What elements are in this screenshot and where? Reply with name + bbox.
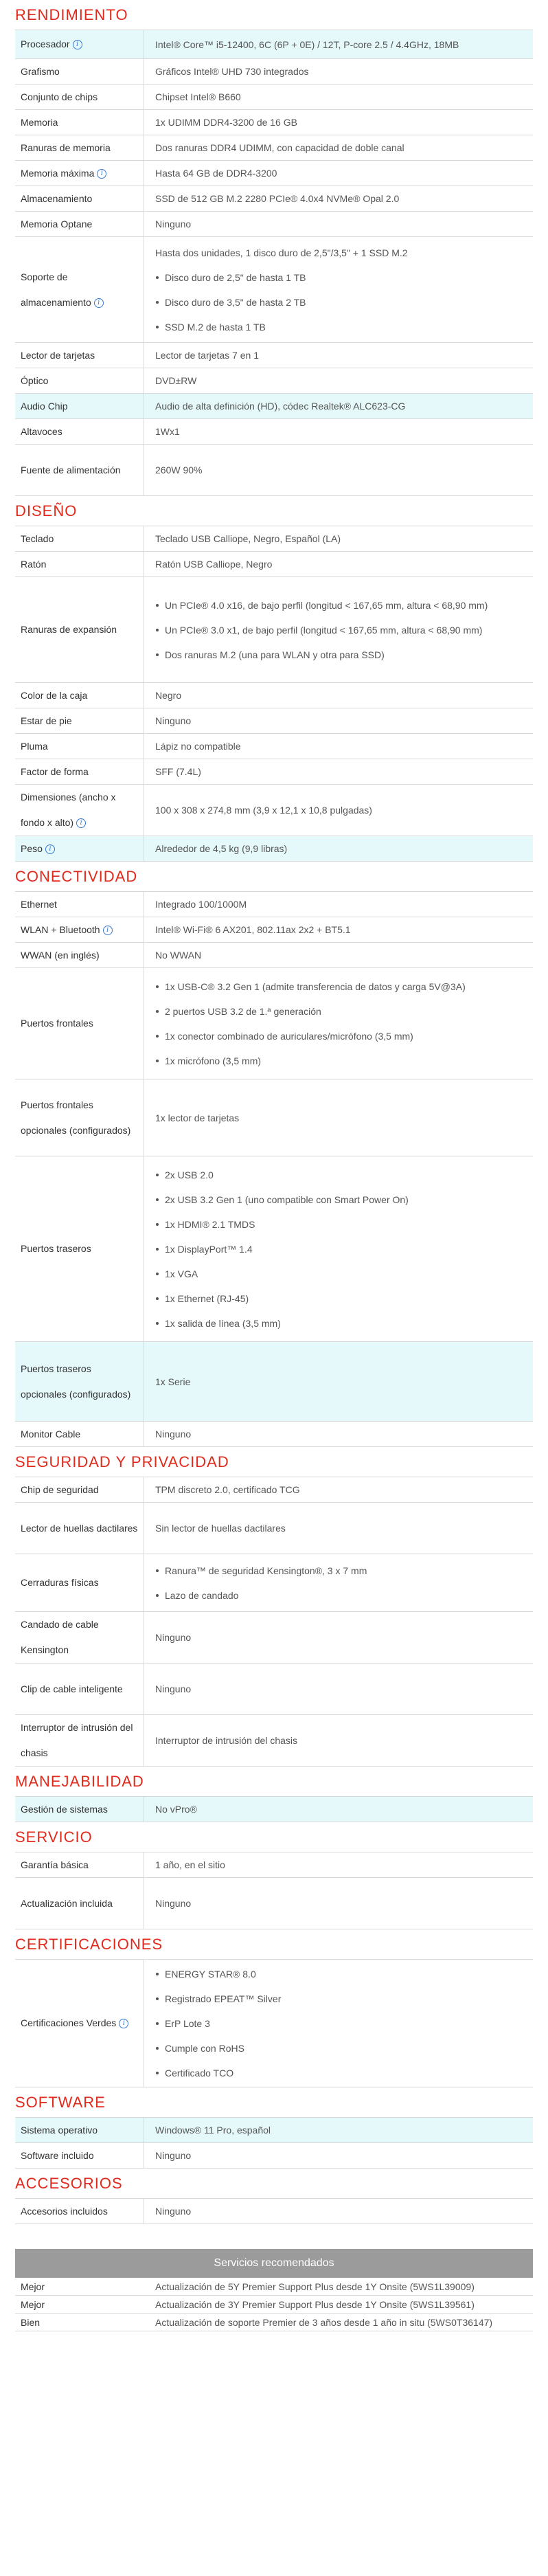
spec-label (15, 708, 144, 733)
spec-label (15, 394, 144, 418)
spec-label-text: Monitor Cable (21, 1428, 81, 1440)
spec-label (15, 785, 144, 836)
spec-row-garantia-basica (15, 1852, 533, 1878)
spec-label (15, 368, 144, 393)
section-title-conectividad: CONECTIVIDAD (15, 862, 533, 892)
spec-label-text: Puertos frontales opcionales (configurados) (21, 1099, 131, 1136)
spec-row-accesorios-incluidos (15, 2199, 533, 2224)
spec-value-item: 2 puertos USB 3.2 de 1.ª generación (155, 999, 466, 1024)
spec-row-dimensiones-ancho-x-fondo-x-alto (15, 785, 533, 836)
spec-row-software-incluido (15, 2143, 533, 2169)
spec-value-text: Ninguno (155, 219, 192, 229)
spec-value (144, 1477, 533, 1502)
spec-label-text: Teclado (21, 533, 54, 544)
spec-row-raton (15, 552, 533, 577)
recommended-services (15, 2249, 533, 2331)
spec-value-text: Ninguno (155, 2150, 192, 2161)
spec-row-puertos-frontales-opcionales-configurados (15, 1079, 533, 1156)
spec-row-puertos-traseros-opcionales-configurados (15, 1342, 533, 1422)
spec-row-grafismo (15, 59, 533, 85)
spec-label (15, 577, 144, 682)
spec-value-text: SSD de 512 GB M.2 2280 PCIe® 4.0x4 NVMe® Opal 2.0 (155, 193, 400, 204)
spec-value (144, 1503, 533, 1554)
spec-value-text: 1 año, en el sitio (155, 1859, 225, 1870)
spec-label-text: Altavoces (21, 425, 62, 437)
spec-row-fuente-de-alimentacion (15, 445, 533, 496)
spec-label-text: Conjunto de chips (21, 91, 98, 102)
spec-row-factor-de-forma (15, 759, 533, 785)
spec-label-text: Ranuras de memoria (21, 142, 111, 153)
spec-value (144, 968, 533, 1079)
spec-label (15, 161, 144, 186)
spec-value (144, 1878, 533, 1929)
spec-label (15, 968, 144, 1079)
spec-row-conjunto-de-chips (15, 85, 533, 110)
spec-label-text: Accesorios incluidos (21, 2205, 108, 2217)
spec-value (144, 445, 533, 495)
spec-value (144, 212, 533, 236)
spec-value-item: 2x USB 3.2 Gen 1 (uno compatible con Smart Power On) (155, 1187, 409, 1212)
spec-row-ranuras-de-expansion (15, 577, 533, 683)
spec-label-text: Lector de huellas dactilares (21, 1522, 138, 1534)
spec-value-item: Ranura™ de seguridad Kensington®, 3 x 7 mm (155, 1558, 367, 1583)
spec-label-text: Fuente de alimentación (21, 464, 121, 475)
spec-value (144, 237, 533, 342)
spec-value (144, 1422, 533, 1446)
spec-value-text: 1x Serie (155, 1376, 191, 1387)
spec-value (144, 734, 533, 759)
spec-value-text: Negro (155, 690, 182, 701)
spec-row-estar-de-pie (15, 708, 533, 734)
spec-label-text: Ratón (21, 558, 47, 570)
spec-value-text: 1x UDIMM DDR4-3200 de 16 GB (155, 117, 297, 128)
spec-row-interruptor-de-intrusion-del-chasis (15, 1715, 533, 1767)
spec-value-item: 1x VGA (155, 1262, 409, 1286)
services-list (15, 2278, 533, 2331)
spec-value (144, 552, 533, 576)
section-title-seguridad-y-privacidad: SEGURIDAD Y PRIVACIDAD (15, 1447, 533, 1477)
spec-label (15, 1554, 144, 1611)
spec-value-item: 2x USB 2.0 (155, 1163, 409, 1187)
section-title-manejabilidad: MANEJABILIDAD (15, 1767, 533, 1797)
section-title-rendimiento: RENDIMIENTO (15, 0, 533, 30)
service-row (15, 2278, 533, 2296)
spec-label (15, 1422, 144, 1446)
spec-value-item: Disco duro de 2,5" de hasta 1 TB (155, 265, 408, 290)
spec-value-item: Un PCIe® 3.0 x1, de bajo perfil (longitud < 167,65 mm, altura < 68,90 mm) (155, 618, 488, 642)
spec-label (15, 212, 144, 236)
spec-row-wwan-en-ingles (15, 943, 533, 968)
spec-label (15, 1477, 144, 1502)
spec-value-item: 1x micrófono (3,5 mm) (155, 1049, 466, 1073)
spec-label-text: Audio Chip (21, 400, 68, 412)
spec-row-clip-de-cable-inteligente (15, 1664, 533, 1715)
spec-value-item: Certificado TCO (155, 2061, 281, 2085)
spec-label (15, 30, 144, 58)
spec-value-text: Intel® Wi-Fi® 6 AX201, 802.11ax 2x2 + BT5.1 (155, 924, 351, 935)
info-icon[interactable]: i (97, 169, 106, 179)
spec-label (15, 343, 144, 368)
spec-value-item: Cumple con RoHS (155, 2036, 281, 2061)
spec-row-monitor-cable (15, 1422, 533, 1447)
spec-value (144, 1156, 533, 1341)
spec-label (15, 552, 144, 576)
spec-sections (15, 0, 533, 2224)
spec-value (144, 1612, 533, 1663)
spec-value (144, 1852, 533, 1877)
section-title-certificaciones: CERTIFICACIONES (15, 1929, 533, 1960)
spec-value (144, 2143, 533, 2168)
spec-value-text: TPM discreto 2.0, certificado TCG (155, 1484, 300, 1495)
spec-value-text: Ninguno (155, 1632, 192, 1643)
spec-label-text: Cerraduras físicas (21, 1577, 99, 1588)
spec-row-color-de-la-caja (15, 683, 533, 708)
spec-value (144, 526, 533, 551)
section-title-accesorios: ACCESORIOS (15, 2169, 533, 2199)
spec-label-text: Puertos traseros opcionales (configurados) (21, 1363, 131, 1400)
spec-label-text: Candado de cable Kensington (21, 1619, 99, 1655)
spec-label-text: Memoria (21, 116, 58, 128)
spec-row-puertos-traseros (15, 1156, 533, 1342)
spec-value-text: 1Wx1 (155, 426, 180, 437)
spec-label (15, 237, 144, 342)
spec-row-sistema-operativo (15, 2118, 533, 2143)
spec-row-almacenamiento (15, 186, 533, 212)
spec-label-text: Memoria máxima (21, 167, 95, 179)
spec-row-cerraduras-fisicas (15, 1554, 533, 1612)
info-icon[interactable]: i (119, 2019, 128, 2028)
spec-row-candado-de-cable-kensington (15, 1612, 533, 1664)
spec-label (15, 1960, 144, 2087)
spec-label-text: Estar de pie (21, 715, 72, 726)
spec-value-text: Ninguno (155, 2206, 192, 2217)
spec-label (15, 1612, 144, 1663)
spec-value-text: Ratón USB Calliope, Negro (155, 559, 273, 570)
spec-value (144, 1664, 533, 1714)
spec-value (144, 2199, 533, 2224)
spec-value (144, 186, 533, 211)
spec-row-teclado (15, 526, 533, 552)
spec-row-soporte-de-almacenamiento (15, 237, 533, 343)
info-icon[interactable]: i (73, 40, 82, 49)
spec-value (144, 1715, 533, 1766)
spec-label (15, 2143, 144, 2168)
spec-label (15, 110, 144, 135)
spec-value-text: Integrado 100/1000M (155, 899, 247, 910)
spec-row-puertos-frontales (15, 968, 533, 1079)
spec-label-text: Interruptor de intrusión del chasis (21, 1722, 133, 1758)
spec-value-text: Alrededor de 4,5 kg (9,9 libras) (155, 843, 288, 854)
spec-value (144, 59, 533, 84)
spec-value-item: Lazo de candado (155, 1583, 367, 1608)
spec-label-text: Ethernet (21, 898, 57, 910)
spec-label-text: Actualización incluida (21, 1897, 113, 1909)
spec-value (144, 836, 533, 861)
spec-value (144, 577, 533, 682)
spec-value (144, 368, 533, 393)
spec-label (15, 2118, 144, 2142)
spec-label-text: Chip de seguridad (21, 1483, 99, 1495)
spec-value-item: ErP Lote 3 (155, 2011, 281, 2036)
spec-label (15, 186, 144, 211)
spec-label (15, 734, 144, 759)
spec-label-text: Soporte de almacenamiento (21, 271, 91, 308)
spec-value-text: Ninguno (155, 1898, 192, 1909)
spec-label-text: Sistema operativo (21, 2124, 98, 2136)
spec-row-altavoces (15, 419, 533, 445)
spec-row-procesador (15, 30, 533, 59)
spec-value (144, 343, 533, 368)
spec-row-pluma (15, 734, 533, 759)
spec-value-text: No WWAN (155, 950, 202, 961)
spec-label (15, 943, 144, 967)
spec-label-text: Puertos traseros (21, 1243, 91, 1254)
spec-row-lector-de-tarjetas (15, 343, 533, 368)
spec-value-item: 1x USB-C® 3.2 Gen 1 (admite transferencia de datos y carga 5V@3A) (155, 974, 466, 999)
spec-label-text: WWAN (en inglés) (21, 949, 100, 961)
info-icon[interactable]: i (76, 818, 86, 828)
info-icon[interactable]: i (103, 926, 113, 935)
spec-value (144, 85, 533, 109)
spec-label-text: Grafismo (21, 65, 60, 77)
spec-value-text: Ninguno (155, 1683, 192, 1694)
spec-value (144, 30, 533, 58)
spec-label (15, 526, 144, 551)
spec-row-gestion-de-sistemas (15, 1797, 533, 1822)
spec-row-memoria-maxima (15, 161, 533, 186)
section-title-diseno: DISEÑO (15, 496, 533, 526)
spec-value (144, 161, 533, 186)
spec-value (144, 785, 533, 836)
spec-row-memoria (15, 110, 533, 135)
spec-label (15, 1878, 144, 1929)
spec-value (144, 1960, 533, 2087)
service-description: Actualización de soporte Premier de 3 años desde 1 año in situ (5WS0T36147) (155, 2316, 493, 2328)
spec-value (144, 943, 533, 967)
spec-label-text: Clip de cable inteligente (21, 1683, 123, 1694)
service-tier: Mejor (21, 2281, 45, 2292)
section-title-servicio: SERVICIO (15, 1822, 533, 1852)
service-tier: Mejor (21, 2298, 45, 2310)
spec-value (144, 394, 533, 418)
spec-value-item: ENERGY STAR® 8.0 (155, 1962, 281, 1986)
spec-value-item: 1x conector combinado de auriculares/micrófono (3,5 mm) (155, 1024, 466, 1049)
spec-value (144, 917, 533, 942)
services-header: Servicios recomendados (15, 2249, 533, 2278)
info-icon[interactable]: i (45, 844, 55, 854)
spec-label-text: Puertos frontales (21, 1018, 93, 1029)
spec-value-text: Audio de alta definición (HD), códec Realtek® ALC623-CG (155, 401, 406, 412)
spec-row-wlan-bluetooth (15, 917, 533, 943)
spec-row-peso (15, 836, 533, 862)
spec-label-text: Factor de forma (21, 765, 89, 777)
spec-label-text: Procesador (21, 38, 70, 49)
spec-row-certificaciones-verdes (15, 1960, 533, 2087)
spec-label-text: Color de la caja (21, 689, 88, 701)
spec-value-text: Lector de tarjetas 7 en 1 (155, 350, 259, 361)
spec-label (15, 2199, 144, 2224)
spec-value-text: Windows® 11 Pro, español (155, 2125, 271, 2136)
spec-row-ranuras-de-memoria (15, 135, 533, 161)
spec-value (144, 683, 533, 708)
spec-value (144, 2118, 533, 2142)
spec-value (144, 1079, 533, 1156)
spec-label-text: Gestión de sistemas (21, 1803, 108, 1815)
section-title-software: SOFTWARE (15, 2087, 533, 2118)
spec-row-audio-chip (15, 394, 533, 419)
spec-label (15, 1342, 144, 1421)
spec-label (15, 759, 144, 784)
service-row (15, 2314, 533, 2331)
spec-label (15, 1797, 144, 1822)
spec-value-text: Gráficos Intel® UHD 730 integrados (155, 66, 309, 77)
service-description: Actualización de 5Y Premier Support Plus desde 1Y Onsite (5WS1L39009) (155, 2281, 475, 2292)
spec-value-text: 260W 90% (155, 464, 203, 475)
spec-label (15, 917, 144, 942)
spec-value-text: SFF (7.4L) (155, 766, 201, 777)
spec-value (144, 1797, 533, 1822)
spec-value-text: Ninguno (155, 715, 192, 726)
spec-label (15, 85, 144, 109)
spec-value (144, 419, 533, 444)
spec-label (15, 683, 144, 708)
spec-value (144, 759, 533, 784)
spec-value (144, 135, 533, 160)
spec-label (15, 59, 144, 84)
spec-label (15, 135, 144, 160)
spec-label (15, 1156, 144, 1341)
spec-label-text: Software incluido (21, 2149, 94, 2161)
spec-value-item: 1x HDMI® 2.1 TMDS (155, 1212, 409, 1237)
spec-value-item: Registrado EPEAT™ Silver (155, 1986, 281, 2011)
spec-label (15, 1503, 144, 1554)
spec-value-text: Interruptor de intrusión del chasis (155, 1735, 297, 1746)
spec-label-text: Dimensiones (ancho x fondo x alto) (21, 792, 116, 828)
spec-value-text: Dos ranuras DDR4 UDIMM, con capacidad de doble canal (155, 142, 404, 153)
spec-value (144, 1554, 533, 1611)
spec-value-text: 1x lector de tarjetas (155, 1112, 240, 1123)
spec-value-text: Intel® Core™ i5-12400, 6C (6P + 0E) / 12T, P-core 2.5 / 4.4GHz, 18MB (155, 38, 459, 50)
spec-label-text: Garantía básica (21, 1859, 89, 1870)
spec-label-text: Pluma (21, 740, 48, 752)
spec-value-text: Teclado USB Calliope, Negro, Español (LA) (155, 533, 341, 544)
spec-label (15, 419, 144, 444)
spec-label (15, 1852, 144, 1877)
spec-value-item: Dos ranuras M.2 (una para WLAN y otra para SSD) (155, 642, 488, 667)
spec-label (15, 892, 144, 917)
service-tier: Bien (21, 2316, 41, 2328)
spec-value-item: 1x salida de línea (3,5 mm) (155, 1311, 409, 1336)
spec-row-actualizacion-incluida (15, 1878, 533, 1929)
spec-label-text: Ranuras de expansión (21, 624, 117, 635)
spec-value-text: Hasta 64 GB de DDR4-3200 (155, 168, 277, 179)
spec-label (15, 1079, 144, 1156)
spec-value-item: 1x Ethernet (RJ-45) (155, 1286, 409, 1311)
spec-label-text: Peso (21, 842, 43, 854)
spec-value-text: No vPro® (155, 1804, 197, 1815)
spec-value (144, 708, 533, 733)
info-icon[interactable]: i (94, 298, 104, 308)
spec-label (15, 1664, 144, 1714)
spec-label-text: Lector de tarjetas (21, 349, 95, 361)
spec-row-ethernet (15, 892, 533, 917)
spec-value-item: SSD M.2 de hasta 1 TB (155, 315, 408, 339)
service-row (15, 2296, 533, 2314)
spec-label-text: Certificaciones Verdes (21, 2017, 117, 2028)
spec-value-text: DVD±RW (155, 375, 197, 386)
service-description: Actualización de 3Y Premier Support Plus desde 1Y Onsite (5WS1L39561) (155, 2298, 475, 2310)
spec-label-text: Memoria Optane (21, 218, 93, 229)
spec-label-text: Almacenamiento (21, 192, 93, 204)
spec-value-text: Ninguno (155, 1429, 192, 1440)
spec-value (144, 110, 533, 135)
spec-value-text: Sin lector de huellas dactilares (155, 1523, 286, 1534)
spec-value-item: 1x DisplayPort™ 1.4 (155, 1237, 409, 1262)
spec-label (15, 445, 144, 495)
spec-value-item: Hasta dos unidades, 1 disco duro de 2,5"/3,5" + 1 SSD M.2 (155, 247, 408, 258)
spec-value-item: Disco duro de 3,5" de hasta 2 TB (155, 290, 408, 315)
spec-value (144, 892, 533, 917)
spec-label-text: WLAN + Bluetooth (21, 923, 100, 935)
spec-label-text: Óptico (21, 374, 49, 386)
spec-row-lector-de-huellas-dactilares (15, 1503, 533, 1554)
spec-label (15, 836, 144, 861)
spec-value (144, 1342, 533, 1421)
spec-label (15, 1715, 144, 1766)
spec-row-memoria-optane (15, 212, 533, 237)
spec-value-item: Un PCIe® 4.0 x16, de bajo perfil (longitud < 167,65 mm, altura < 68,90 mm) (155, 593, 488, 618)
spec-value-text: Lápiz no compatible (155, 741, 241, 752)
spec-row-optico (15, 368, 533, 394)
spec-row-chip-de-seguridad (15, 1477, 533, 1503)
spec-value-text: Chipset Intel® B660 (155, 91, 241, 102)
spec-value-text: 100 x 308 x 274,8 mm (3,9 x 12,1 x 10,8 pulgadas) (155, 805, 372, 816)
